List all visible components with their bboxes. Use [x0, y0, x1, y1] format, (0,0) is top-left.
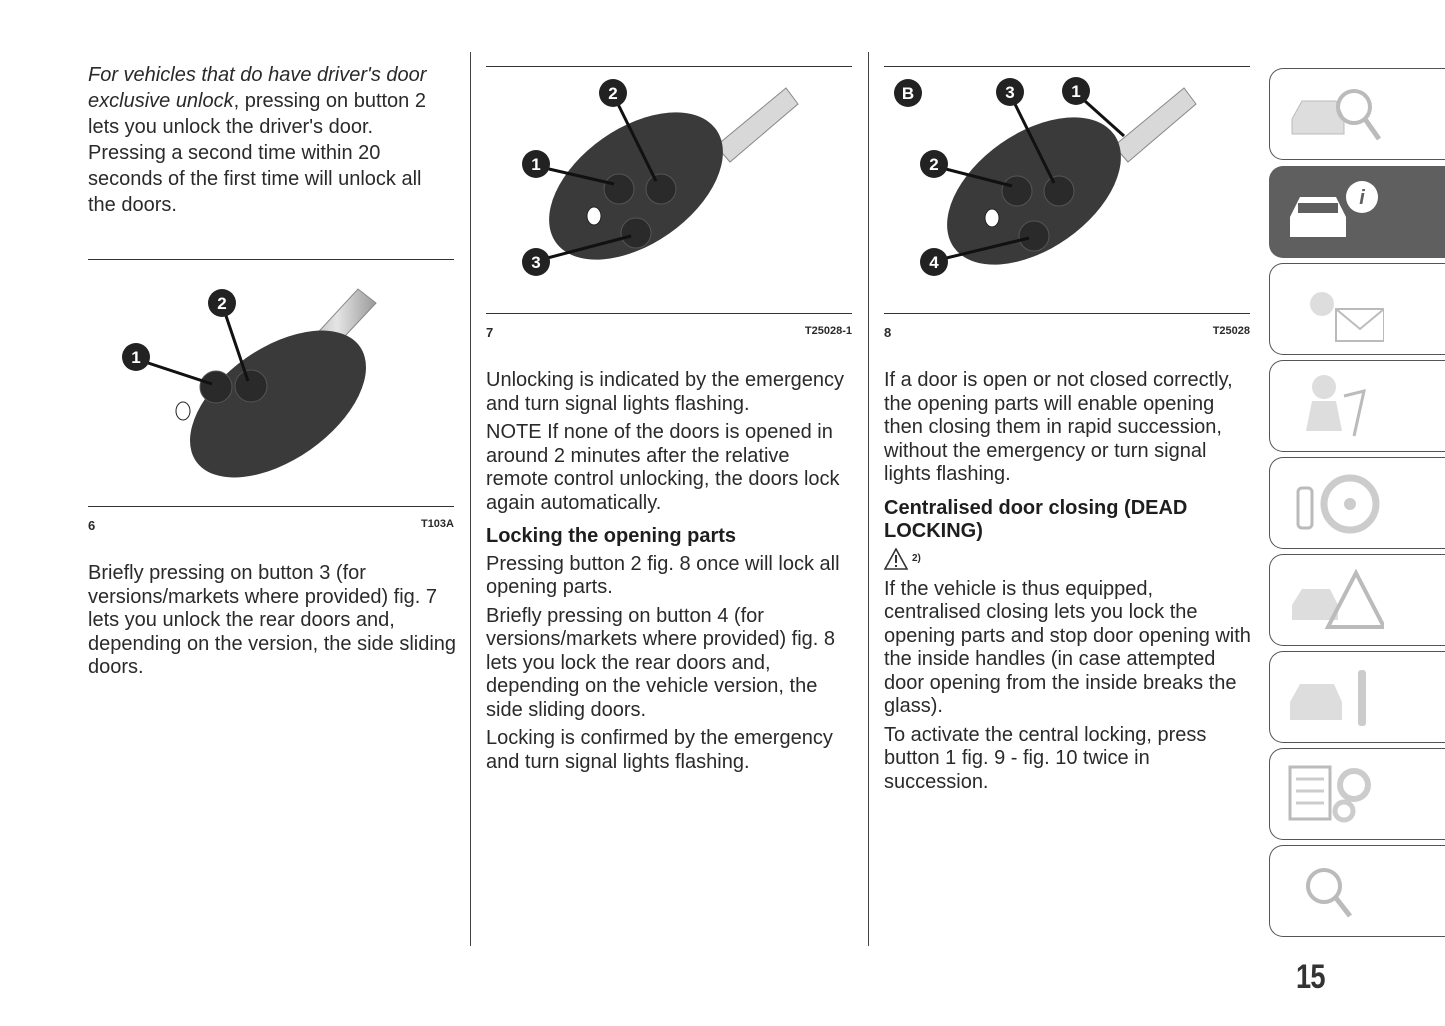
- callout-1: 1: [1071, 82, 1081, 101]
- callout-3: 3: [1005, 83, 1015, 102]
- paragraph: Unlocking is indicated by the emergency and turn signal lights flashing.: [486, 369, 844, 415]
- paragraph: Briefly pressing on button 3 (for versions/markets where provided) fig. 7 lets you unlock the rear doors and, depending on the version, the side sliding doors.: [88, 562, 457, 678]
- tab-knowing-instrument-panel[interactable]: [1269, 166, 1445, 258]
- page-number: 15: [1296, 958, 1325, 996]
- paragraph: If the vehicle is thus equipped, centralised closing lets you lock the opening parts and stop door opening with the inside handles (in case attempted door opening from the inside breaks the glass).: [884, 577, 1251, 717]
- figure-code: T25028: [1212, 325, 1250, 337]
- figure-code: T25028-1: [804, 325, 852, 337]
- figure-number: 6: [88, 518, 96, 533]
- intro-paragraph: [88, 62, 454, 218]
- paragraph: NOTE If none of the doors is opened in around 2 minutes after the relative remote control unlocking, the doors lock again automatically.: [486, 421, 840, 514]
- paragraph: Pressing button 2 fig. 8 once will lock all opening parts.: [486, 552, 840, 598]
- callout-3: 3: [531, 253, 541, 272]
- car-service-icon: [1284, 662, 1384, 732]
- tab-in-an-emergency[interactable]: [1269, 554, 1445, 646]
- tab-index[interactable]: [1269, 845, 1445, 937]
- paragraph: If a door is open or not closed correctly, the opening parts will enable opening then closing them in rapid succession, without the emergency or turn signal lights flashing.: [884, 369, 1233, 485]
- key-fob-illustration: [88, 259, 454, 499]
- tab-knowing-the-car[interactable]: [1269, 68, 1445, 160]
- callout-4: 4: [929, 253, 939, 272]
- tab-starting-driving[interactable]: [1269, 457, 1445, 549]
- key-fob-illustration: [486, 66, 852, 306]
- column-divider: [470, 52, 471, 946]
- figure-number: 7: [486, 325, 494, 340]
- key-steering-icon: [1284, 468, 1384, 538]
- callout-b: B: [901, 84, 915, 103]
- warning-triangle-icon: [884, 548, 908, 570]
- callout-1: 1: [531, 155, 541, 174]
- warning-reference: [884, 548, 1254, 570]
- key-fob-illustration: [884, 66, 1250, 306]
- paragraph: To activate the central locking, press button 1 fig. 9 - fig. 10 twice in succession.: [884, 723, 1207, 793]
- paragraph: Briefly pressing on button 4 (for versions/markets where provided) fig. 8 lets you lock the rear doors and, depending on the vehicle version, the side sliding doors.: [486, 604, 836, 721]
- figure-6: [88, 259, 454, 537]
- callout-2: 2: [217, 294, 227, 313]
- tab-warning-lights[interactable]: [1269, 263, 1445, 355]
- tab-servicing-maintenance[interactable]: [1269, 651, 1445, 743]
- column-1-text: [88, 562, 458, 680]
- section-heading: Centralised door closing (DEAD LOCKING): [884, 496, 1188, 542]
- tab-technical-data[interactable]: [1269, 748, 1445, 840]
- car-info-icon: [1284, 177, 1384, 247]
- car-search-icon: [1284, 79, 1384, 149]
- column-3-text: [884, 369, 1254, 794]
- callout-2: 2: [608, 84, 618, 103]
- tab-safety[interactable]: [1269, 360, 1445, 452]
- warning-lights-icon: [1284, 274, 1384, 344]
- paragraph: Locking is confirmed by the emergency and turn signal lights flashing.: [486, 727, 833, 773]
- warning-note-ref: 2): [912, 553, 921, 564]
- svg-text:i: i: [1359, 187, 1365, 209]
- column-divider: [868, 52, 869, 946]
- intro-italic: For vehicles that do have driver's door exclusive unlock: [88, 64, 427, 112]
- figure-8: [884, 66, 1250, 346]
- figure-number: 8: [884, 325, 892, 340]
- safety-airbag-icon: [1284, 371, 1384, 441]
- technical-data-icon: [1284, 759, 1384, 829]
- callout-2: 2: [929, 155, 939, 174]
- callout-1: 1: [131, 348, 141, 367]
- breakdown-warning-icon: [1284, 565, 1384, 635]
- index-icon: [1284, 856, 1384, 926]
- section-heading: Locking the opening parts: [486, 525, 737, 547]
- column-2-text: [486, 369, 856, 774]
- figure-7: [486, 66, 852, 346]
- intro-rest: , pressing on button 2 lets you unlock the driver's door. Pressing a second time within 20 seconds of the first time will unlock all the doors.: [88, 90, 426, 216]
- figure-code: T103A: [420, 518, 454, 530]
